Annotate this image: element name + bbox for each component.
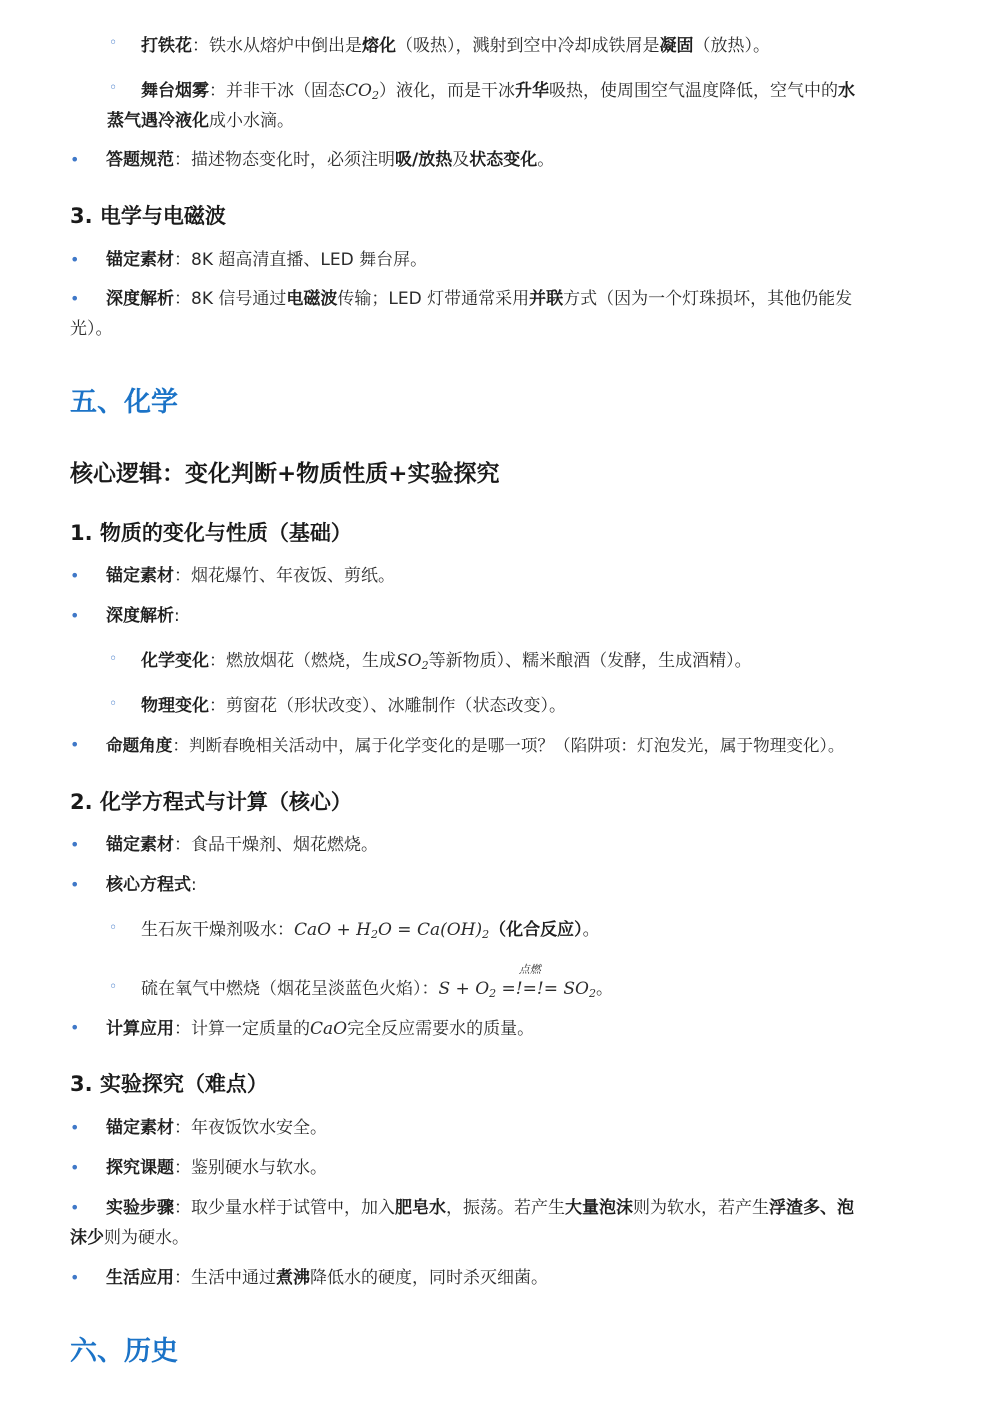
formula-co2: $CO_2$ xyxy=(345,81,379,102)
list-item-equations: 核心方程式: xyxy=(106,875,197,895)
disc-bullet-icon: • xyxy=(70,606,80,625)
disc-bullet-icon: • xyxy=(70,250,80,269)
list-item-wutaiyanwu: 舞台烟雾：并非干冰（固态$CO_2$）液化，而是干冰升华吸热，使周围空气温度降低，空气中的水 xyxy=(141,81,855,102)
disc-bullet-icon: • xyxy=(70,735,80,754)
list-item-deep: 深度解析：8K 信号通过电磁波传输；LED 灯带通常采用并联方式（因为一个灯珠损坏，其他仍能发 xyxy=(106,289,853,309)
reaction-condition: 点燃 xyxy=(518,963,541,976)
chapter-heading-history: 六、历史 xyxy=(70,1336,178,1367)
list-item-eq1: 生石灰干燥剂吸水：CaO + $H_2O = Ca(OH)_2$（化合反应）。 xyxy=(141,920,600,941)
disc-bullet-icon: • xyxy=(70,1268,80,1287)
section-heading-equations: 2. 化学方程式与计算（核心） xyxy=(70,790,352,814)
circle-bullet-icon: ◦ xyxy=(109,651,118,667)
list-item-datiguifan: 答题规范：描述物态变化时，必须注明吸/放热及状态变化。 xyxy=(106,150,555,170)
list-item-deep-cont: 光）。 xyxy=(70,319,113,339)
list-item-deep: 深度解析: xyxy=(106,606,180,626)
disc-bullet-icon: • xyxy=(70,875,80,894)
circle-bullet-icon: ◦ xyxy=(109,80,118,96)
list-item-wutaiyanwu-cont: 蒸气遇冷液化成小水滴。 xyxy=(107,111,294,131)
disc-bullet-icon: • xyxy=(70,1158,80,1177)
formula-cao: CaO xyxy=(310,1019,348,1039)
disc-bullet-icon: • xyxy=(70,1198,80,1217)
circle-bullet-icon: ◦ xyxy=(109,920,118,936)
list-item-life: 生活应用：生活中通过煮沸降低水的硬度，同时杀灭细菌。 xyxy=(106,1268,548,1288)
list-item-steps-cont: 沫少则为硬水。 xyxy=(70,1228,189,1248)
list-item-anchor: 锚定素材：年夜饭饮水安全。 xyxy=(106,1118,327,1138)
list-item-phys-change: 物理变化：剪窗花（形状改变）、冰雕制作（状态改变）。 xyxy=(141,696,566,716)
list-item-calc: 计算应用：计算一定质量的CaO完全反应需要水的质量。 xyxy=(106,1019,535,1039)
list-item-eq2: 硫在氧气中燃烧（烟花呈淡蓝色火焰）：$S + O_2$ 点燃 =!=!= $SO_2$。 xyxy=(141,974,613,1004)
list-item-steps: 实验步骤：取少量水样于试管中，加入肥皂水，振荡。若产生大量泡沫则为软水，若产生浮渣多、泡 xyxy=(106,1198,854,1218)
disc-bullet-icon: • xyxy=(70,835,80,854)
list-item-anchor: 锚定素材：食品干燥剂、烟花燃烧。 xyxy=(106,835,378,855)
section-heading-change: 1. 物质的变化与性质（基础） xyxy=(70,521,352,545)
list-item-datiehua: 打铁花：铁水从熔炉中倒出是熔化（吸热），溅射到空中冷却成铁屑是凝固（放热）。 xyxy=(141,36,770,56)
chapter-heading-chemistry: 五、化学 xyxy=(70,387,178,418)
disc-bullet-icon: • xyxy=(70,1018,80,1037)
list-item-anchor: 锚定素材：8K 超高清直播、LED 舞台屏。 xyxy=(106,250,428,270)
disc-bullet-icon: • xyxy=(70,566,80,585)
disc-bullet-icon: • xyxy=(70,150,80,169)
list-item-anchor: 锚定素材：烟花爆竹、年夜饭、剪纸。 xyxy=(106,566,395,586)
equation-cao-water: CaO + $H_2O = Ca(OH)_2$ xyxy=(294,920,490,941)
list-item-angle: 命题角度：判断春晚相关活动中，属于化学变化的是哪一项？（陷阱项：灯泡发光，属于物理变化）。 xyxy=(106,736,845,755)
section-heading-experiment: 3. 实验探究（难点） xyxy=(70,1072,268,1096)
circle-bullet-icon: ◦ xyxy=(109,696,118,712)
list-item-topic: 探究课题：鉴别硬水与软水。 xyxy=(106,1158,327,1178)
core-logic-heading: 核心逻辑：变化判断+物质性质+实验探究 xyxy=(70,461,500,487)
disc-bullet-icon: • xyxy=(70,289,80,308)
list-item-chem-change: 化学变化：燃放烟花（燃烧，生成$SO_2$等新物质）、糯米酿酒（发酵，生成酒精）。 xyxy=(141,651,752,672)
circle-bullet-icon: ◦ xyxy=(109,35,118,51)
disc-bullet-icon: • xyxy=(70,1118,80,1137)
equation-sulfur-burn: $S + O_2$ 点燃 =!=!= $SO_2$ xyxy=(439,979,596,999)
section-heading-electricity: 3. 电学与电磁波 xyxy=(70,204,226,228)
circle-bullet-icon: ◦ xyxy=(109,979,118,995)
formula-so2: $SO_2$ xyxy=(396,651,429,672)
